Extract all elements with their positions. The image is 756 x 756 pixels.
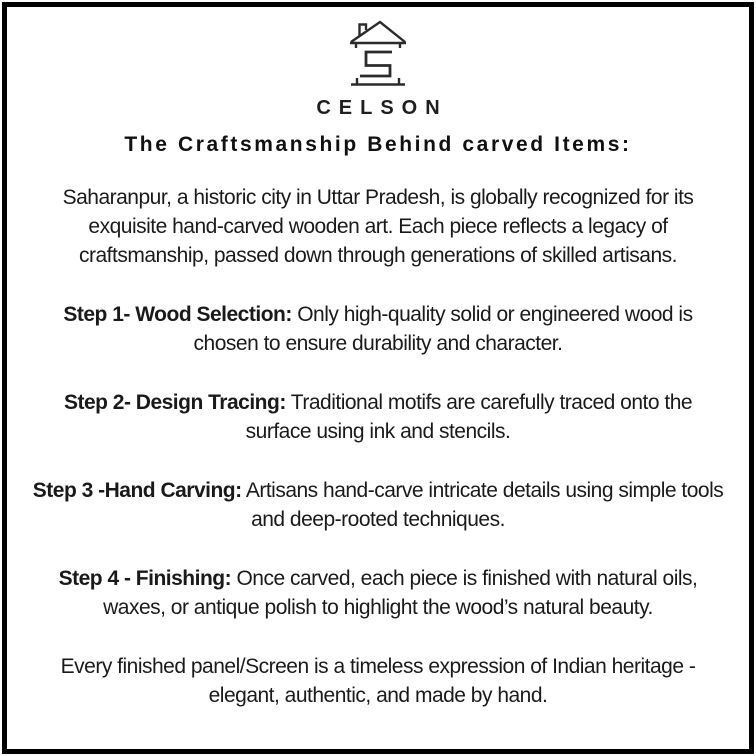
step-1-label: Step 1- Wood Selection: xyxy=(63,303,292,326)
step-4 xyxy=(29,564,727,622)
step-3-text: Artisans hand-carve intricate details using simple tools and deep-rooted techniques. xyxy=(245,479,724,531)
step-1 xyxy=(29,300,727,358)
step-1-text: Only high-quality solid or engineered wood is chosen to ensure durability and character. xyxy=(193,303,693,355)
page-title: The Craftsmanship Behind carved Items: xyxy=(124,133,632,156)
step-2 xyxy=(29,388,727,446)
step-3 xyxy=(29,476,727,534)
step-3-label: Step 3 -Hand Carving: xyxy=(32,479,242,502)
closing-paragraph: Every finished panel/Screen is a timeless expression of Indian heritage - elegant, authentic, and made by hand. xyxy=(60,655,696,707)
step-2-text: Traditional motifs are carefully traced onto the surface using ink and stencils. xyxy=(245,391,693,443)
brand-logo-icon xyxy=(346,15,410,93)
step-4-label: Step 4 - Finishing: xyxy=(58,567,232,590)
info-card xyxy=(2,2,754,754)
brand-name: CELSON xyxy=(316,97,448,119)
intro-paragraph: Saharanpur, a historic city in Uttar Pradesh, is globally recognized for its exquisite hand-carved wooden art. Each piece reflects a legacy of craftsmanship, passed down through generations of skilled artisans. xyxy=(62,186,694,267)
step-4-text: Once carved, each piece is finished with natural oils, waxes, or antique polish to highlight the wood’s natural beauty. xyxy=(103,567,698,619)
step-2-label: Step 2- Design Tracing: xyxy=(63,391,286,414)
